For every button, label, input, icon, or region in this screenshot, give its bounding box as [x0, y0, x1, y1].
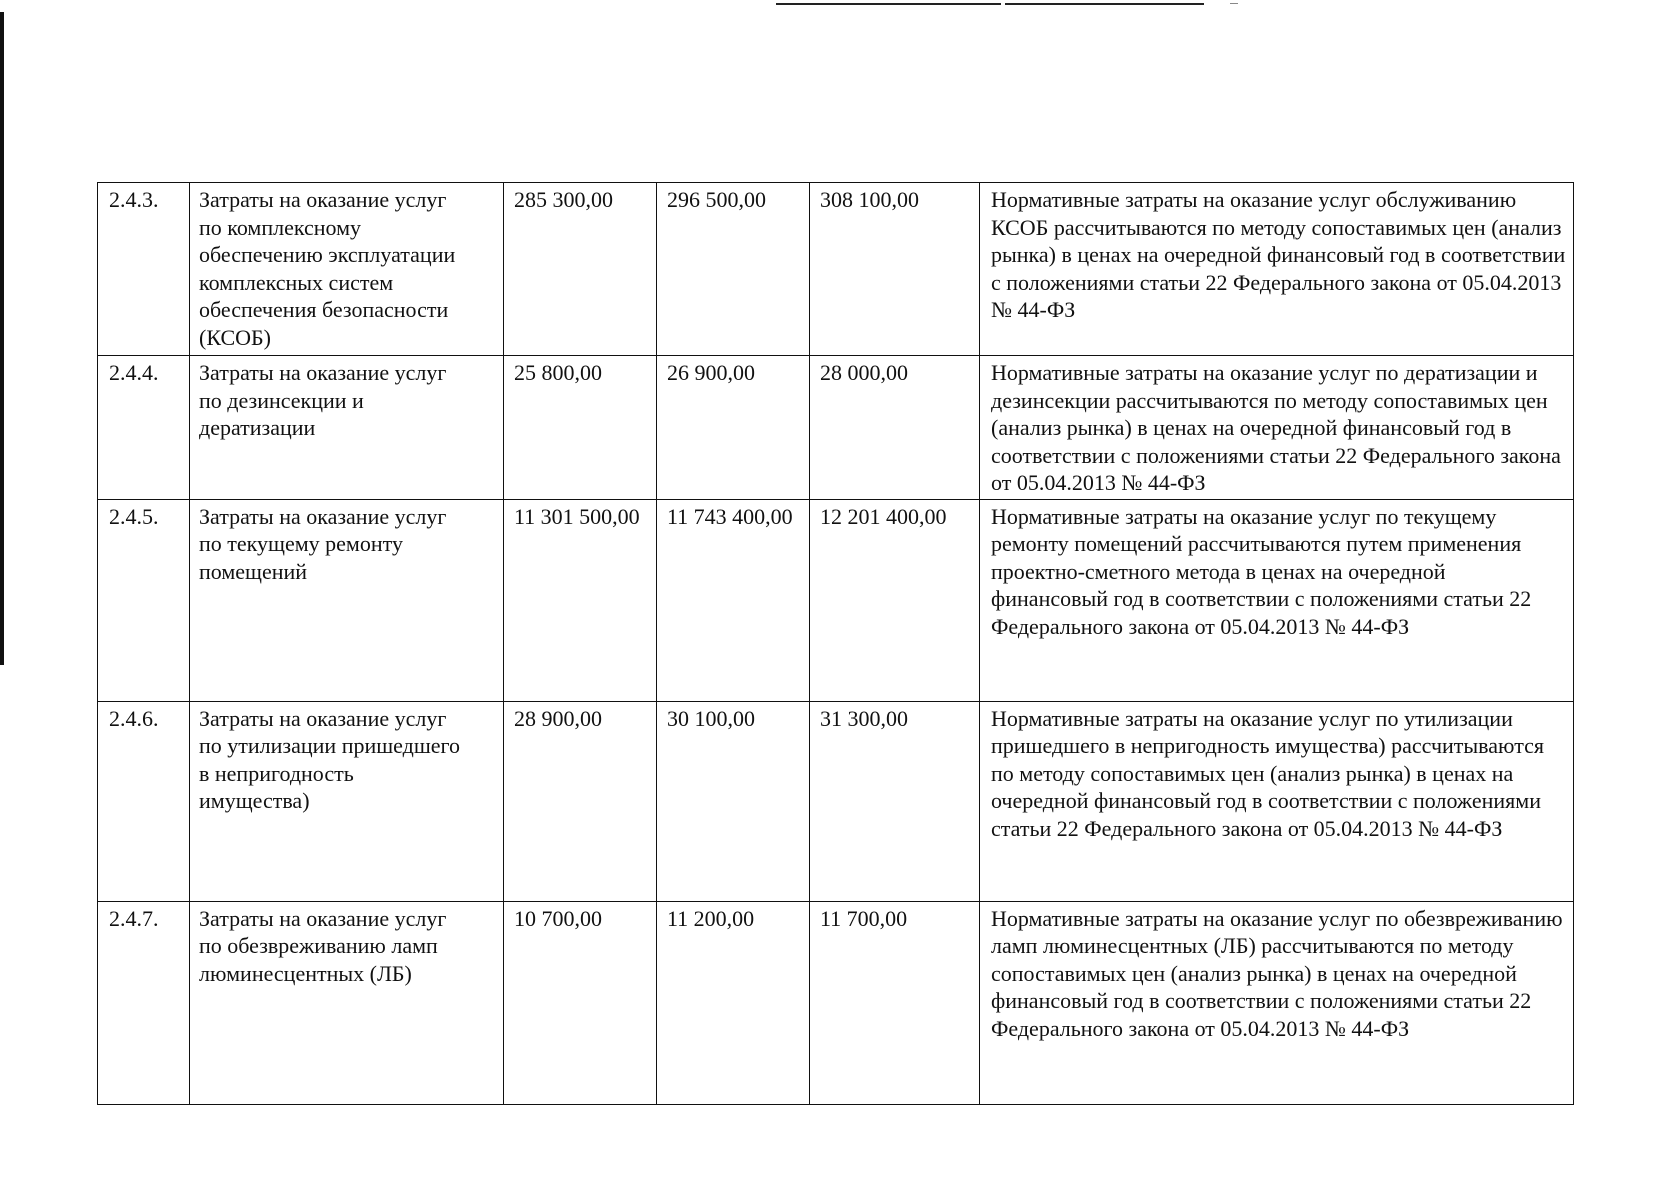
row-number: 2.4.3. [98, 183, 190, 356]
cost-item-name: Затраты на оказание услуг по утилизации пришедшего в непригодность имущества) [190, 701, 504, 901]
calculation-method: Нормативные затраты на оказание услуг по утилизации пришедшего в непригодность имущества) рассчитываются по методу сопоставимых цен (анализ рынка) в ценах на очередной финансовый год в соответствии с положениями статьи 22 Федерального закона от 05.04.2013 № 44-ФЗ [980, 701, 1574, 901]
table-row [98, 183, 1574, 356]
amount-year-1: 28 900,00 [504, 701, 657, 901]
cost-item-name: Затраты на оказание услуг по дезинсекции и дератизации [190, 356, 504, 500]
amount-year-1: 11 301 500,00 [504, 499, 657, 701]
amount-year-1: 10 700,00 [504, 901, 657, 1104]
row-number: 2.4.4. [98, 356, 190, 500]
amount-year-3: 12 201 400,00 [810, 499, 980, 701]
calculation-method: Нормативные затраты на оказание услуг по дератизации и дезинсекции рассчитываются по методу сопоставимых цен (анализ рынка) в ценах на очередной финансовый год в соответствии с положениями статьи 22 Федерального закона от 05.04.2013 № 44-ФЗ [980, 356, 1574, 500]
cost-item-name: Затраты на оказание услуг по текущему ремонту помещений [190, 499, 504, 701]
amount-year-3: 28 000,00 [810, 356, 980, 500]
calculation-method: Нормативные затраты на оказание услуг по текущему ремонту помещений рассчитываются путем применения проектно-сметного метода в ценах на очередной финансовый год в соответствии с положениями статьи 22 Федерального закона от 05.04.2013 № 44-ФЗ [980, 499, 1574, 701]
cost-item-name: Затраты на оказание услуг по комплексному обеспечению эксплуатации комплексных систем обеспечения безопасности (КСОБ) [190, 183, 504, 356]
amount-year-2: 11 200,00 [657, 901, 810, 1104]
amount-year-2: 11 743 400,00 [657, 499, 810, 701]
amount-year-2: 30 100,00 [657, 701, 810, 901]
top-rule-line [1230, 3, 1238, 4]
top-rule-line [1005, 3, 1204, 5]
amount-year-1: 25 800,00 [504, 356, 657, 500]
row-number: 2.4.7. [98, 901, 190, 1104]
amount-year-3: 308 100,00 [810, 183, 980, 356]
table-row [98, 499, 1574, 701]
calculation-method: Нормативные затраты на оказание услуг обслуживанию КСОБ рассчитываются по методу сопоставимых цен (анализ рынка) в ценах на очередной финансовый год в соответствии с положениями статьи 22 Федерального закона от 05.04.2013 № 44-ФЗ [980, 183, 1574, 356]
amount-year-2: 296 500,00 [657, 183, 810, 356]
row-number: 2.4.6. [98, 701, 190, 901]
row-number: 2.4.5. [98, 499, 190, 701]
scan-edge-mark [0, 12, 4, 665]
top-rule-line [776, 3, 1001, 5]
table-row [98, 701, 1574, 901]
cost-norms-table [97, 182, 1573, 1105]
cost-table [97, 182, 1574, 1105]
calculation-method: Нормативные затраты на оказание услуг по обезвреживанию ламп люминесцентных (ЛБ) рассчитываются по методу сопоставимых цен (анализ рынка) в ценах на очередной финансовый год в соответствии с положениями статьи 22 Федерального закона от 05.04.2013 № 44-ФЗ [980, 901, 1574, 1104]
amount-year-3: 11 700,00 [810, 901, 980, 1104]
amount-year-2: 26 900,00 [657, 356, 810, 500]
table-row [98, 356, 1574, 500]
cost-item-name: Затраты на оказание услуг по обезвреживанию ламп люминесцентных (ЛБ) [190, 901, 504, 1104]
amount-year-1: 285 300,00 [504, 183, 657, 356]
table-row [98, 901, 1574, 1104]
amount-year-3: 31 300,00 [810, 701, 980, 901]
